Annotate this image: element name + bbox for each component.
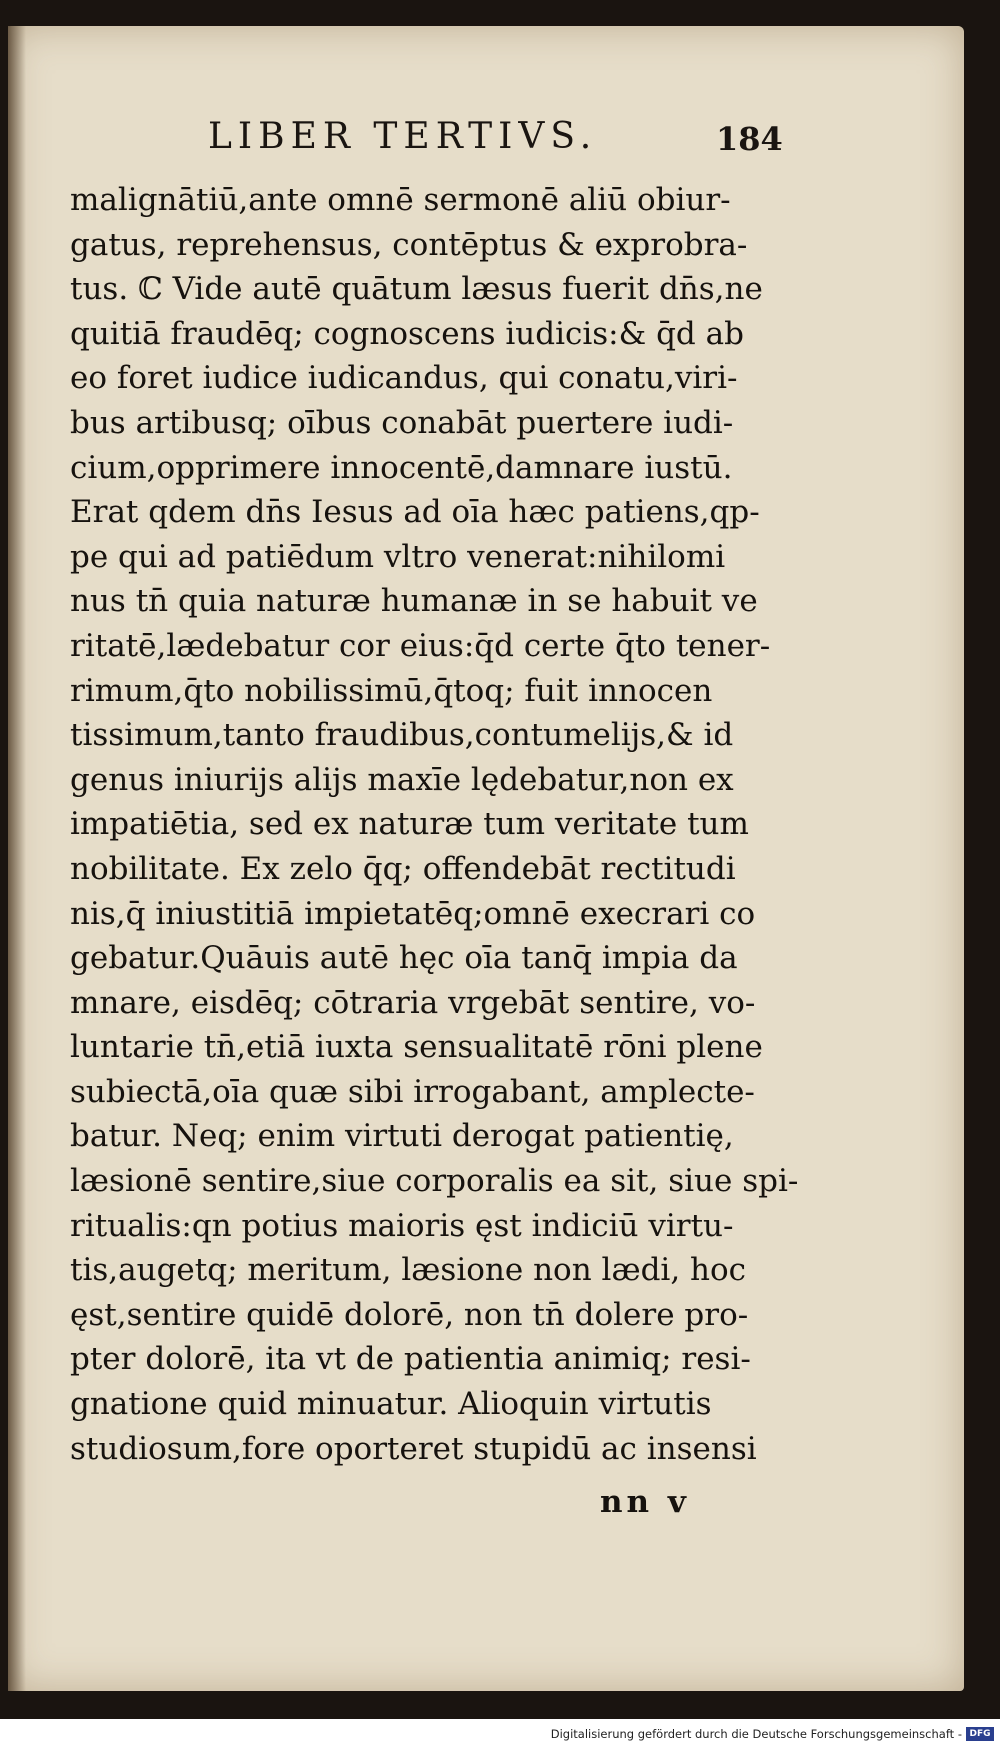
text-line: studiosum,fore oporteret stupidū ac insensi — [70, 1430, 757, 1467]
text-line: mnare, eisdēq; cōtraria vrgebāt sentire, vo- — [70, 984, 756, 1021]
text-line: impatiētia, sed ex naturæ tum veritate tum — [70, 806, 749, 843]
dfg-logo: DFG — [966, 1727, 994, 1741]
text-line: gatus, reprehensus, contēptus & exprobra- — [70, 226, 748, 263]
text-line: eo foret iudice iudicandus, qui conatu,viri- — [70, 360, 738, 397]
folio-number: 184 — [716, 120, 783, 158]
text-line: gnatione quid minuatur. Alioquin virtutis — [70, 1386, 712, 1423]
text-line: batur. Neq; enim virtuti derogat patientię, — [70, 1118, 734, 1155]
text-line: genus iniurijs alijs maxīe lędebatur,non ex — [70, 761, 734, 798]
digitization-footer — [0, 1719, 1000, 1747]
text-line: pe qui ad patiēdum vltro venerat:nihilomi — [70, 538, 726, 575]
signature-mark: nn v — [600, 1484, 690, 1520]
page-gutter-shadow — [8, 26, 26, 1691]
text-line: quitiā fraudēq; cognoscens iudicis:& q̄d ab — [70, 315, 744, 352]
text-line: Erat qdem dn̄s Iesus ad oīa hæc patiens,qp- — [70, 494, 760, 531]
text-line: subiectā,oīa quæ sibi irrogabant, amplecte- — [70, 1073, 755, 1110]
text-line: gebatur.Quāuis autē hęc oīa tanq̄ impia da — [70, 940, 738, 977]
text-line: ritatē,lædebatur cor eius:q̄d certe q̄to tener- — [70, 627, 771, 664]
text-line: nobilitate. Ex zelo q̄q; offendebāt rectitudi — [70, 850, 736, 887]
body-text — [70, 178, 798, 1471]
text-line: tis,augetq; meritum, læsione non lædi, hoc — [70, 1252, 747, 1289]
text-line: ritualis:qn potius maioris ęst indiciū virtu- — [70, 1207, 734, 1244]
text-line: malignātiū,ante omnē sermonē aliū obiur- — [70, 182, 731, 218]
running-header: LIBER TERTIVS. — [208, 116, 598, 157]
text-line: rimum,q̄to nobilissimū,q̄toq; fuit innocen — [70, 672, 713, 709]
text-line: tissimum,tanto fraudibus,contumelijs,& id — [70, 717, 734, 754]
text-line: bus artibusq; oībus conabāt puertere iudi- — [70, 404, 734, 441]
text-line: cium,opprimere innocentē,damnare iustū. — [70, 449, 733, 486]
text-line: nis,q̄ iniustitiā impietatēq;omnē execrari co — [70, 895, 756, 932]
footer-credit: Digitalisierung gefördert durch die Deutsche Forschungsgemeinschaft - — [550, 1727, 962, 1741]
text-line: pter dolorē, ita vt de patientia animiq; resi- — [70, 1341, 751, 1378]
text-line: tus. ℂ Vide autē quātum læsus fuerit dn̄s,ne — [70, 271, 763, 308]
book-page — [8, 26, 964, 1691]
text-line: læsionē sentire,siue corporalis ea sit, siue spi- — [70, 1163, 799, 1200]
text-line: nus tn̄ quia naturæ humanæ in se habuit ve — [70, 583, 758, 620]
text-line: ęst,sentire quidē dolorē, non tn̄ dolere pro- — [70, 1296, 749, 1333]
text-line: luntarie tn̄,etiā iuxta sensualitatē rōni plene — [70, 1029, 763, 1066]
